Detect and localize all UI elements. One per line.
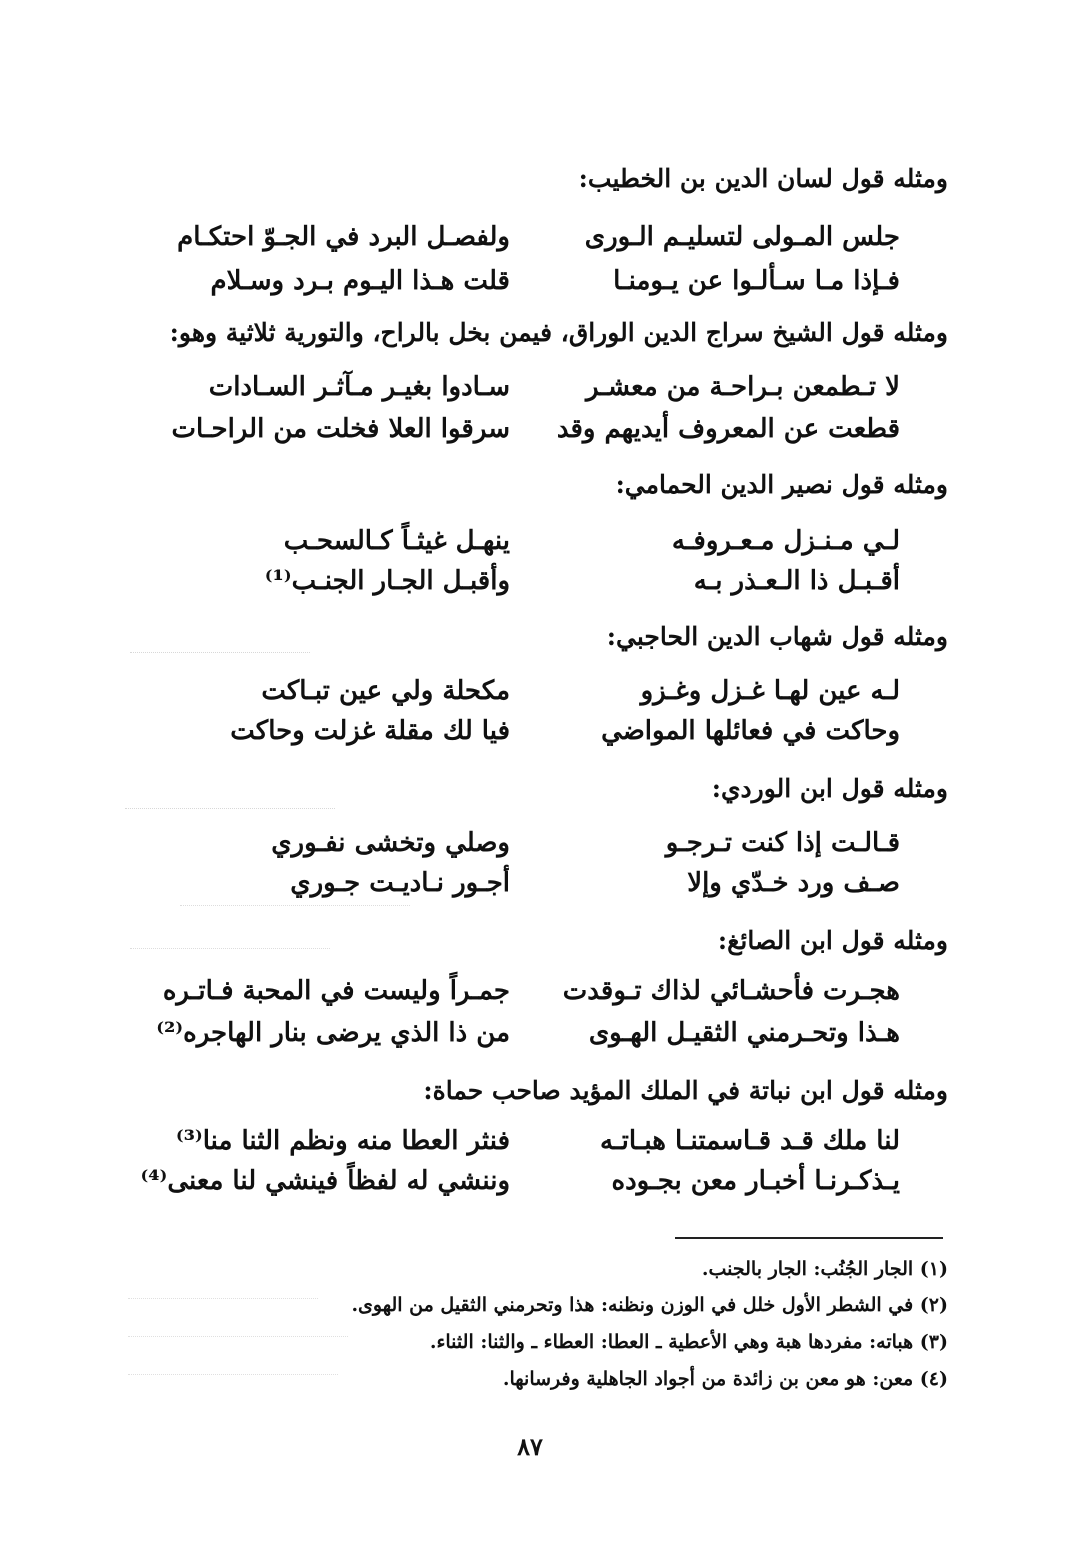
verse-second-hemistich: جمـراً وليست في المحبة فـاتـره xyxy=(162,976,510,1006)
footnote-1: (١) الجار الجُنُب: الجار بالجنب. xyxy=(701,1258,948,1280)
section-intro-1: ومثله قول لسان الدين بن الخطيب: xyxy=(578,164,948,193)
bleed-through-mark xyxy=(180,905,410,916)
verse-first-hemistich: لـي مـنـزل مـعـروفـه xyxy=(671,526,900,556)
bleed-through-mark xyxy=(128,1336,348,1345)
verse-first-hemistich: قطعت عن المعروف أيديهم وقد xyxy=(556,414,900,444)
verse-first-hemistich: لـه عين لهـا غـزل وغـزو xyxy=(640,676,900,706)
verse-second-hemistich: قلت هـذا اليـوم بـرد وسـلام xyxy=(210,266,510,296)
verse-line xyxy=(170,716,900,762)
verse-second-hemistich: وأقبـل الجـار الجنـب⁽¹⁾ xyxy=(264,566,510,596)
section-intro-2: ومثله قول الشيخ سراج الدين الوراق، فيمن بخل بالراح، والتورية ثلاثية وهو: xyxy=(169,318,948,347)
footnote-4: (٤) معن: هو معن بن زائدة من أجواد الجاهلية وفرسانها. xyxy=(502,1368,948,1390)
verse-line xyxy=(170,414,900,460)
verse-line xyxy=(140,1166,900,1212)
section-intro-4: ومثله قول شهاب الدين الحاجبي: xyxy=(606,622,948,651)
bleed-through-mark xyxy=(130,948,330,959)
footnote-2: (٢) في الشطر الأول خلل في الوزن ونظنه: هذا وتحرمني الثقيل من الهوى. xyxy=(351,1294,948,1316)
verse-second-hemistich: سرقوا العلا فخلت من الراحـات xyxy=(171,414,510,444)
verse-second-hemistich: سـادوا بغيـر مـآثـر السـادات xyxy=(208,372,510,402)
bleed-through-mark xyxy=(128,1298,318,1307)
verse-first-hemistich: أقـبـل ذا الـعـذر بـه xyxy=(693,566,900,596)
verse-second-hemistich: فنثر العطا منه ونظم الثنا منا⁽³⁾ xyxy=(175,1126,510,1156)
verse-first-hemistich: جلس المـولى لتسليـم الـورى xyxy=(584,222,900,252)
bleed-through-mark xyxy=(128,1374,338,1383)
section-intro-3: ومثله قول نصير الدين الحمامي: xyxy=(615,470,948,499)
bleed-through-mark xyxy=(130,652,310,663)
verse-second-hemistich: ولفصـل البرد في الجـوّ احتكـام xyxy=(177,222,510,252)
verse-second-hemistich: وننشي له لفظاً فينشي لنا معنى⁽⁴⁾ xyxy=(140,1166,510,1196)
verse-line xyxy=(170,266,900,312)
verse-first-hemistich: قـالـت إذا كنت تـرجـو xyxy=(665,828,900,858)
verse-first-hemistich: لا تـطمعن بـراحـة من معشـر xyxy=(586,372,900,402)
verse-first-hemistich: صـف ورد خـدّي وإلا xyxy=(687,868,900,898)
verse-first-hemistich: يـذكـرنـا أخبـار معن بجـوده xyxy=(611,1166,900,1196)
verse-line xyxy=(170,566,900,612)
verse-second-hemistich: ينهـل غيثـاً كـالسحـب xyxy=(283,526,510,556)
verse-first-hemistich: هجـرت فأحشـائي لذاك تـوقدت xyxy=(562,976,900,1006)
verse-first-hemistich: فـإذا مـا سـألـوا عن يـومنـا xyxy=(613,266,900,296)
verse-line xyxy=(156,1018,900,1064)
verse-first-hemistich: لنا ملك قـد قـاسمتنـا هبـاتـه xyxy=(600,1126,900,1156)
footnote-3: (٣) هباته: مفردها هبة وهي الأعطية ـ العطا: العطاء ـ والثنا: الثناء. xyxy=(429,1331,948,1353)
section-intro-7: ومثله قول ابن نباتة في الملك المؤيد صاحب حماة: xyxy=(423,1076,948,1105)
section-intro-6: ومثله قول ابن الصائغ: xyxy=(717,926,948,955)
bleed-through-mark xyxy=(125,808,335,819)
verse-second-hemistich: فيا لك مقلة غزلت وحاكت xyxy=(230,716,510,746)
section-intro-5: ومثله قول ابن الوردي: xyxy=(711,774,948,803)
verse-first-hemistich: وحاكت في فعائلها المواضي xyxy=(601,716,900,746)
verse-second-hemistich: مكحلة ولي عين تبـاكت xyxy=(261,676,510,706)
verse-second-hemistich: من ذا الذي يرضى بنار الهاجره⁽²⁾ xyxy=(156,1018,510,1048)
page-number: ٨٧ xyxy=(517,1432,543,1461)
verse-first-hemistich: هـذا وتحـرمني الثقيـل الهـوى xyxy=(588,1018,900,1048)
footnote-separator xyxy=(675,1237,943,1239)
verse-second-hemistich: أجـور نـاديـت جـوري xyxy=(290,868,510,898)
verse-line xyxy=(170,372,900,418)
verse-second-hemistich: وصلي وتخشى نفـوري xyxy=(271,828,510,858)
verse-line xyxy=(162,976,900,1022)
verse-line xyxy=(170,222,900,268)
